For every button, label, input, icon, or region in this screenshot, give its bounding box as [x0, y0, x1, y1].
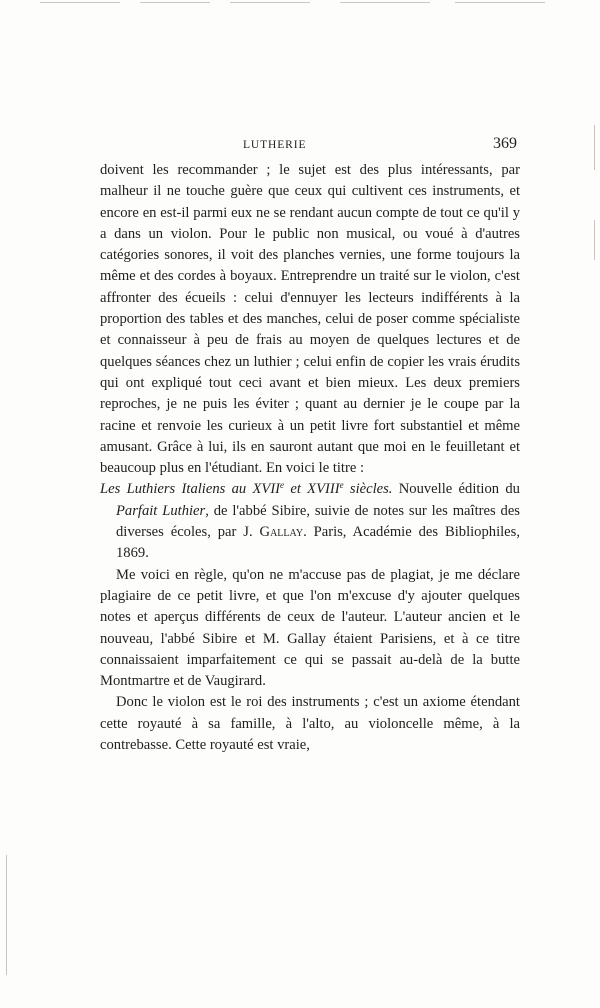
paragraph-3: Donc le violon est le roi des instruments ; c'est un axiome étendant cette royauté à sa famille, à l'alto, au violoncelle même, à la contrebasse. Cette royauté est vraie,: [100, 694, 520, 754]
bibliographic-reference: [100, 479, 520, 564]
running-title: LUTHERIE: [243, 139, 307, 151]
bib-text-2: , de l'abbé Sibire, suivie de notes sur les maîtres des diverses écoles, par J.: [116, 502, 520, 541]
scan-top-rule-5: [455, 2, 545, 3]
scan-edge-mark-right-1: [594, 125, 595, 170]
work-title: Parfait Luthier: [116, 502, 206, 519]
scan-top-rule-4: [340, 2, 430, 3]
author-name: Gallay: [259, 524, 304, 541]
page-body: [100, 160, 520, 756]
scan-edge-mark-right-2: [594, 220, 595, 260]
scan-top-rule-3: [230, 2, 310, 3]
book-title: Les Luthiers Italiens au XVIIe et XVIIIe siècles.: [100, 480, 393, 498]
bib-text-1: Nouvelle édition du: [392, 481, 520, 498]
bib-text-3: . Paris, Académie des Bibliophiles, 1869.: [116, 524, 520, 562]
scan-top-rule-1: [40, 2, 120, 3]
paragraph-2: Me voici en règle, qu'on ne m'accuse pas de plagiat, je me déclare plagiaire de ce petit livre, et que l'on m'excuse d'y ajouter quelques notes et aperçus différents de ceux de l'auteur. L'auteur ancien et le nouveau, l'abbé Sibire et M. Gallay étaient Parisiens, et à ce titre connaissaient imparfaitement ce qui se passait au-delà de la butte Montmartre et de Vaugirard.: [100, 566, 520, 690]
page-number: 369: [493, 135, 517, 152]
scan-edge-mark-left: [6, 855, 7, 975]
running-head: [100, 135, 520, 159]
scan-top-rule-2: [140, 2, 210, 3]
paragraph-1: doivent les recommander ; le sujet est des plus intéressants, par malheur il ne touche guère que ceux qui cultivent ces instruments, et encore en est-il parmi eux ne se rendant aucun compte de tout ce qu'il y a dans un violon. Pour le public non musical, ou voué à d'autres catégories sonores, il voit des planches vernies, une forme toujours la même et des cordes à boyaux. Entreprendre un traité sur le violon, c'est affronter des écueils : celui d'ennuyer les lecteurs indifférents à la proportion des tables et des manches, celui de poser comme spécialiste et connaisseur à peu de frais au moyen de quelques lectures et de quelques séances chez un luthier ; celui enfin de copier les vrais érudits qui ont expliqué tout ceci avant et bien mieux. Les deux premiers reproches, je ne puis les éviter ; quant au dernier je le coupe par la racine et renvoie les curieux à un petit livre fort substantiel et même amusant. Grâce à lui, ils en sauront autant que moi en le feuilletant et beaucoup plus en l'étudiant. En voici le titre :: [100, 162, 520, 477]
